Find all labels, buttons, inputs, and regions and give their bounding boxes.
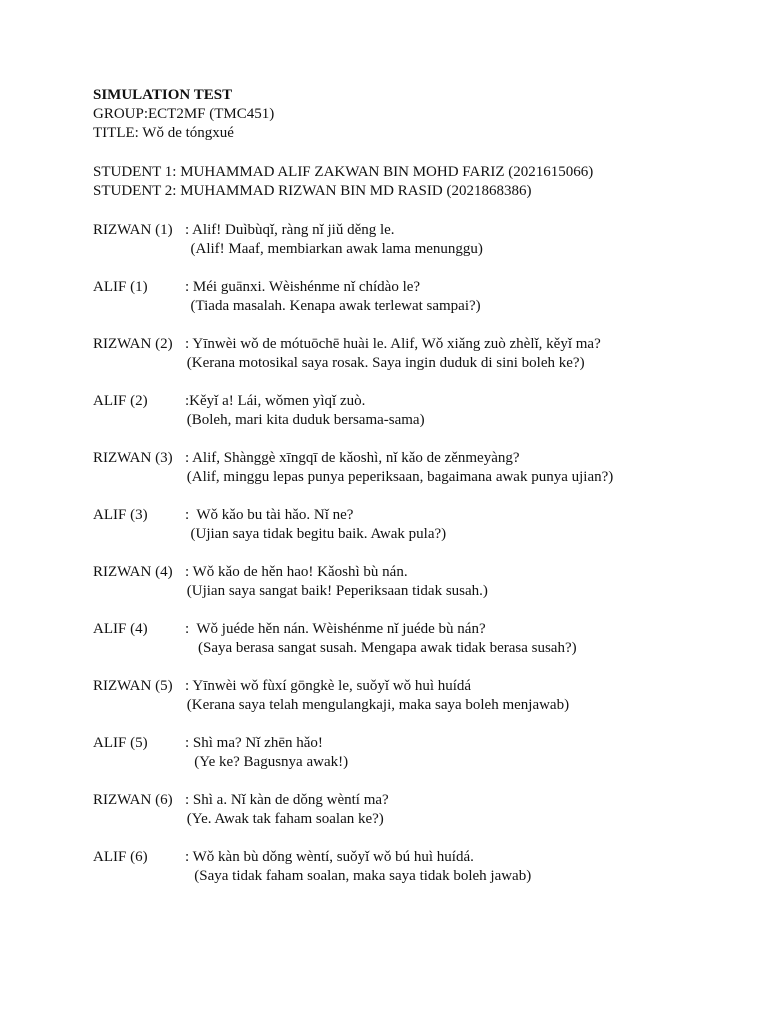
dialogue-line-row	[93, 734, 733, 753]
group-line: GROUP:ECT2MF (TMC451)	[93, 106, 275, 122]
dialogue-entry	[93, 335, 733, 373]
speaker-label: RIZWAN (6)	[93, 792, 173, 808]
dialogue-line-row	[93, 620, 733, 639]
pinyin-line: : Méi guānxi. Wèishénme nǐ chídào le?	[185, 279, 421, 295]
dialogue-line-row	[93, 221, 733, 240]
pinyin-line: : Alif, Shànggè xīngqī de kǎoshì, nǐ kǎo de zěnmeyàng?	[185, 450, 520, 466]
speaker-label: RIZWAN (2)	[93, 336, 173, 352]
dialogue-line-row	[93, 791, 733, 810]
speaker-label: ALIF (1)	[93, 279, 148, 295]
translation-line: (Alif, minggu lepas punya peperiksaan, bagaimana awak punya ujian?)	[183, 469, 614, 485]
dialogue-entry	[93, 221, 733, 259]
dialogue-line-row	[93, 335, 733, 354]
speaker-label: ALIF (2)	[93, 393, 148, 409]
dialogue-entry	[93, 563, 733, 601]
speaker-label: RIZWAN (3)	[93, 450, 173, 466]
dialogue-line-row	[93, 392, 733, 411]
speaker-label: ALIF (4)	[93, 621, 148, 637]
dialogue-entry	[93, 392, 733, 430]
translation-line: (Tiada masalah. Kenapa awak terlewat sampai?)	[183, 298, 481, 314]
dialogue-line-row	[93, 506, 733, 525]
pinyin-line: : Alif! Duìbùqǐ, ràng nǐ jiǔ děng le.	[185, 222, 395, 238]
student-1-line: STUDENT 1: MUHAMMAD ALIF ZAKWAN BIN MOHD FARIZ (2021615066)	[93, 164, 594, 180]
dialogue-entry	[93, 848, 733, 886]
pinyin-line: : Yīnwèi wǒ de mótuōchē huài le. Alif, Wǒ xiǎng zuò zhèlǐ, kěyǐ ma?	[185, 336, 601, 352]
pinyin-line: : Wǒ kàn bù dǒng wèntí, suǒyǐ wǒ bú huì huídá.	[185, 849, 474, 865]
translation-line: (Alif! Maaf, membiarkan awak lama menunggu)	[183, 241, 483, 257]
pinyin-line: : Wǒ kǎo de hěn hao! Kǎoshì bù nán.	[185, 564, 408, 580]
pinyin-line: : Yīnwèi wǒ fùxí gōngkè le, suǒyǐ wǒ huì huídá	[185, 678, 472, 694]
pinyin-line: :Kěyǐ a! Lái, wǒmen yìqǐ zuò.	[185, 393, 366, 409]
speaker-label: RIZWAN (4)	[93, 564, 173, 580]
dialogue-entry	[93, 278, 733, 316]
document-page	[93, 86, 733, 905]
speaker-label: ALIF (5)	[93, 735, 148, 751]
dialogue-entry	[93, 449, 733, 487]
dialogue-line-row	[93, 449, 733, 468]
pinyin-line: : Shì ma? Nǐ zhēn hǎo!	[185, 735, 323, 751]
dialogue-line-row	[93, 563, 733, 582]
translation-line: (Ye ke? Bagusnya awak!)	[183, 754, 349, 770]
translation-line: (Kerana saya telah mengulangkaji, maka saya boleh menjawab)	[183, 697, 570, 713]
translation-line: (Ujian saya sangat baik! Peperiksaan tidak susah.)	[183, 583, 488, 599]
translation-line: (Kerana motosikal saya rosak. Saya ingin duduk di sini boleh ke?)	[183, 355, 585, 371]
translation-line: (Boleh, mari kita duduk bersama-sama)	[183, 412, 425, 428]
speaker-label: ALIF (6)	[93, 849, 148, 865]
dialogue-line-row	[93, 848, 733, 867]
speaker-label: RIZWAN (1)	[93, 222, 173, 238]
student-2-line: STUDENT 2: MUHAMMAD RIZWAN BIN MD RASID (2021868386)	[93, 183, 532, 199]
dialogue-entry	[93, 620, 733, 658]
dialogue-entry	[93, 677, 733, 715]
dialogue-entry	[93, 734, 733, 772]
translation-line: (Saya berasa sangat susah. Mengapa awak tidak berasa susah?)	[183, 640, 577, 656]
pinyin-line: : Wǒ kǎo bu tài hǎo. Nǐ ne?	[185, 507, 354, 523]
topic-line: TITLE: Wǒ de tóngxué	[93, 125, 234, 141]
translation-line: (Ye. Awak tak faham soalan ke?)	[183, 811, 384, 827]
dialogue-entry	[93, 791, 733, 829]
pinyin-line: : Wǒ juéde hěn nán. Wèishénme nǐ juéde bù nán?	[185, 621, 486, 637]
dialogue-entry	[93, 506, 733, 544]
speaker-label: RIZWAN (5)	[93, 678, 173, 694]
dialogue-line-row	[93, 278, 733, 297]
translation-line: (Ujian saya tidak begitu baik. Awak pula?)	[183, 526, 447, 542]
document-title: SIMULATION TEST	[93, 87, 233, 103]
dialogue-line-row	[93, 677, 733, 696]
pinyin-line: : Shì a. Nǐ kàn de dǒng wèntí ma?	[185, 792, 389, 808]
translation-line: (Saya tidak faham soalan, maka saya tidak boleh jawab)	[183, 868, 532, 884]
speaker-label: ALIF (3)	[93, 507, 148, 523]
dialogue-list	[93, 221, 733, 886]
